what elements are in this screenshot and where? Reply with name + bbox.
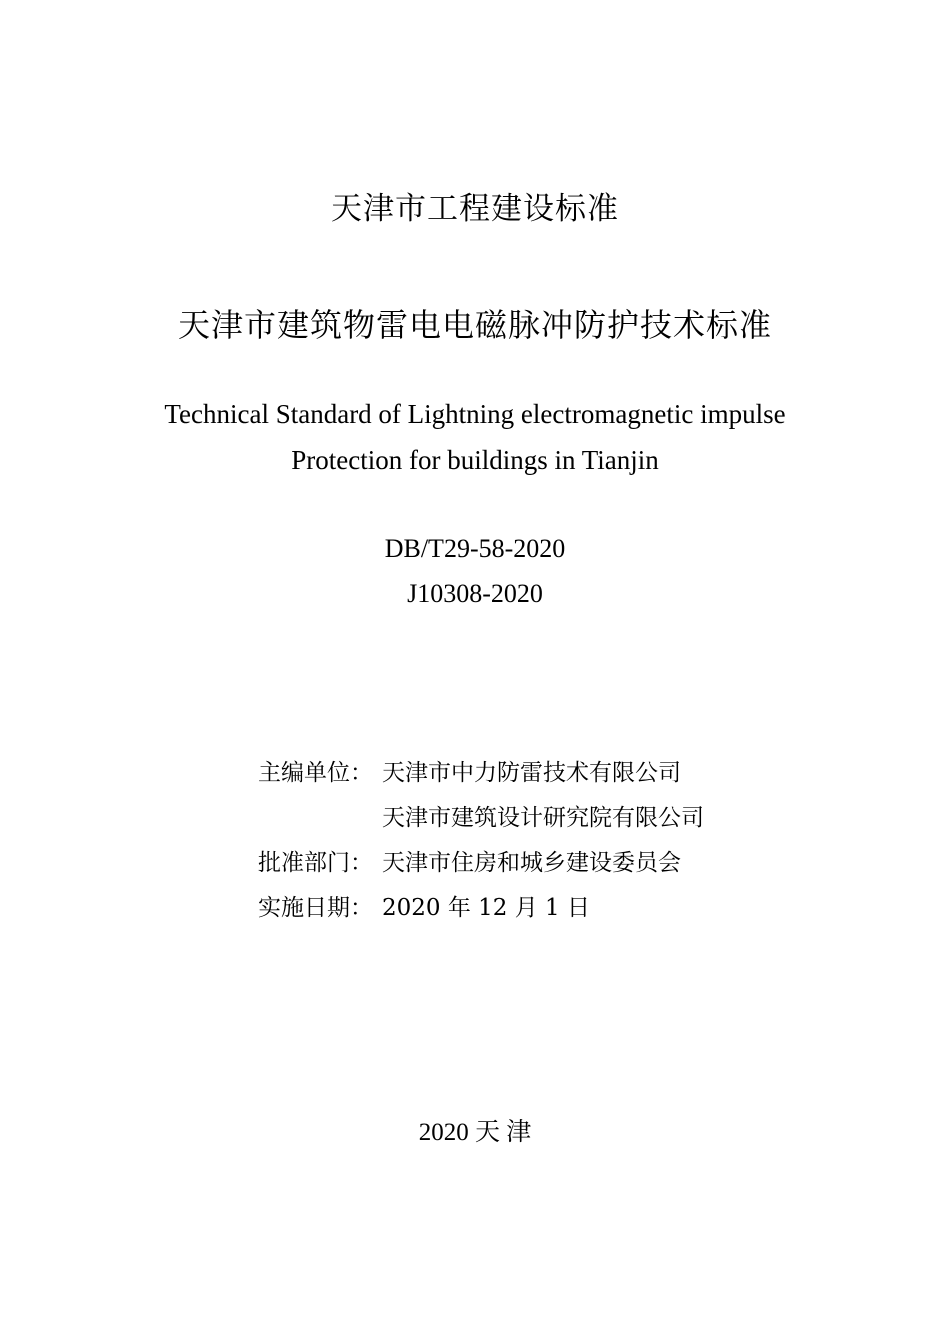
document-title-en-line2: Protection for buildings in Tianjin bbox=[291, 445, 659, 475]
document-title-en-line1: Technical Standard of Lightning electromagnetic impulse bbox=[164, 399, 786, 429]
effective-date-label: 实施日期： bbox=[258, 895, 373, 921]
footer-place-year: 2020 天 津 bbox=[418, 1119, 532, 1146]
approver-value: 天津市住房和城乡建设委员会 bbox=[382, 850, 681, 876]
effective-date-row bbox=[258, 891, 590, 925]
standard-code: DB/T29-58-2020 bbox=[384, 534, 566, 563]
record-code: J10308-2020 bbox=[407, 579, 543, 608]
effective-date-value: 2020 年 12 月 1 日 bbox=[382, 895, 590, 921]
editor-org-2: 天津市建筑设计研究院有限公司 bbox=[382, 805, 704, 831]
series-title: 天津市工程建设标准 bbox=[331, 191, 619, 227]
approver-label: 批准部门： bbox=[258, 850, 373, 876]
approver-row bbox=[258, 846, 681, 880]
editor-org-1: 天津市中力防雷技术有限公司 bbox=[382, 760, 681, 786]
editor-row-2 bbox=[258, 801, 704, 835]
editor-row bbox=[258, 756, 681, 790]
document-title-cn: 天津市建筑物雷电电磁脉冲防护技术标准 bbox=[177, 306, 772, 344]
editor-label: 主编单位： bbox=[258, 760, 373, 786]
